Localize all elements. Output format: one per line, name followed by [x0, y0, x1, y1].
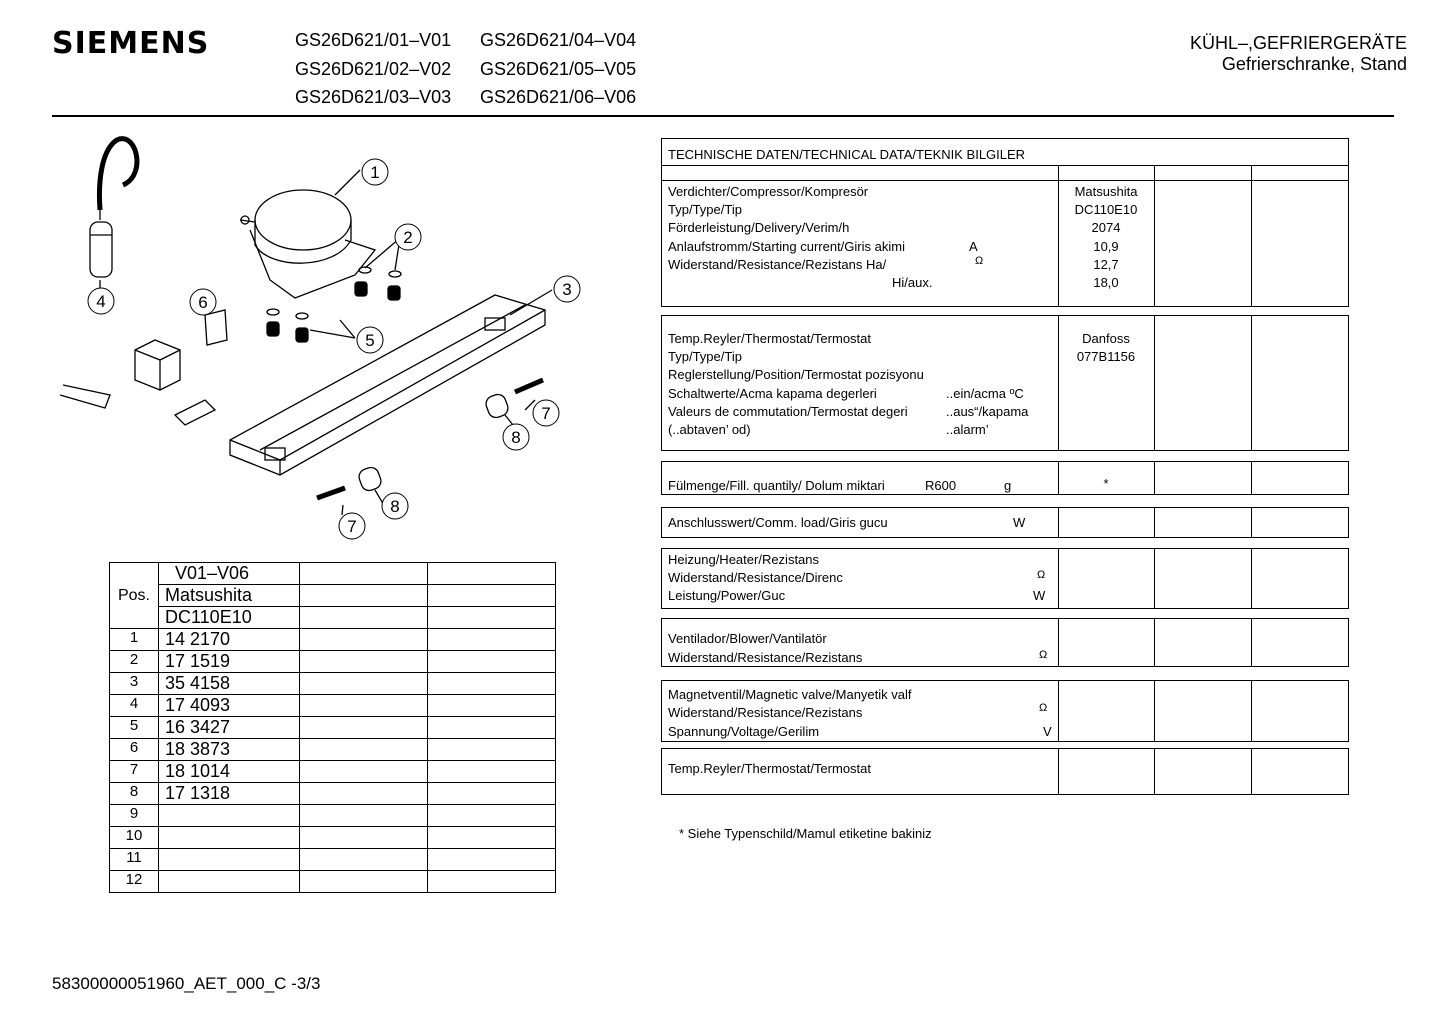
empty-cell	[428, 849, 556, 871]
part-number	[159, 871, 300, 893]
callout-label: 8	[390, 497, 400, 516]
type-header: DC110E10	[159, 607, 300, 629]
pos-cell: 2	[110, 651, 159, 673]
part-number: 18 3873	[159, 739, 300, 761]
spec-value: 18,0	[1093, 275, 1119, 290]
column-line	[1251, 165, 1252, 180]
empty-cell	[300, 673, 428, 695]
empty-cell	[428, 827, 556, 849]
table-row	[110, 827, 556, 849]
unit-label: ..alarm’	[946, 422, 989, 437]
empty-cell	[300, 849, 428, 871]
empty-cell	[428, 783, 556, 805]
part-number	[159, 849, 300, 871]
table-row	[110, 739, 556, 761]
callout-label: 7	[541, 404, 551, 423]
spec-label: Leistung/Power/Guc	[668, 588, 786, 603]
callout-label: 4	[96, 292, 106, 311]
valve-box	[661, 680, 1349, 742]
unit-label: g	[1004, 478, 1012, 493]
callout-2	[395, 224, 421, 250]
version-header: V01–V06	[159, 563, 300, 585]
column-line	[1251, 681, 1252, 741]
table-row	[110, 629, 556, 651]
part-number: 35 4158	[159, 673, 300, 695]
empty-cell	[300, 783, 428, 805]
empty-cell	[428, 805, 556, 827]
empty-cell	[300, 827, 428, 849]
column-line	[1154, 749, 1155, 794]
column-line	[1058, 681, 1059, 741]
empty-cell	[428, 717, 556, 739]
spec-value: Matsushita	[1074, 184, 1138, 199]
unit-label: ..aus“/kapama	[946, 404, 1029, 419]
table-row	[110, 783, 556, 805]
unit-label: Ω	[1039, 649, 1048, 661]
unit-label: V	[1043, 724, 1052, 739]
spec-label: Anschlusswert/Comm. load/Giris gucu	[668, 515, 888, 530]
pos-header: Pos.	[110, 563, 159, 629]
spec-label: Förderleistung/Delivery/Verim/h	[668, 220, 850, 235]
table-row	[110, 673, 556, 695]
empty-cell	[300, 739, 428, 761]
spec-value: Danfoss	[1082, 331, 1130, 346]
callout-1	[362, 159, 388, 185]
pos-cell: 9	[110, 805, 159, 827]
callout-6	[190, 289, 216, 315]
part-number	[159, 805, 300, 827]
empty-cell	[428, 629, 556, 651]
spec-label: Widerstand/Resistance/Direnc	[668, 570, 843, 585]
callout-label: 8	[511, 428, 521, 447]
part-number: 14 2170	[159, 629, 300, 651]
parts-table	[109, 562, 556, 893]
column-line	[1058, 619, 1059, 666]
maker-header: Matsushita	[159, 585, 300, 607]
model-number: GS26D621/01–V01	[295, 30, 452, 50]
subcategory-line: Gefrierschranke, Stand	[1221, 54, 1407, 74]
empty-cell	[300, 651, 428, 673]
category-title	[1190, 33, 1407, 75]
load-box	[661, 507, 1349, 538]
spec-label: Widerstand/Resistance/Rezistans	[668, 650, 863, 665]
empty-cell	[300, 695, 428, 717]
empty-cell	[428, 761, 556, 783]
empty-cell	[428, 607, 556, 629]
spec-label: Anlaufstromm/Starting current/Giris akimi	[668, 239, 905, 254]
empty-cell	[300, 761, 428, 783]
blower-box	[661, 618, 1349, 667]
empty-cell	[428, 871, 556, 893]
pos-cell: 8	[110, 783, 159, 805]
table-row	[110, 717, 556, 739]
part-number: 17 1318	[159, 783, 300, 805]
tech-title-box	[661, 138, 1349, 181]
pos-cell: 10	[110, 827, 159, 849]
model-number: GS26D621/05–V05	[480, 59, 637, 79]
callout-7	[533, 400, 559, 426]
heater-box	[661, 548, 1349, 609]
table-row	[110, 871, 556, 893]
callout-layer	[55, 130, 600, 545]
column-line	[1058, 549, 1059, 608]
callout-label: 7	[347, 517, 357, 536]
callout-label: 2	[403, 228, 413, 247]
document-id: 58300000051960_AET_000_C -3/3	[52, 974, 321, 993]
column-line	[1154, 508, 1155, 537]
column-line	[1058, 165, 1059, 180]
pos-cell: 6	[110, 739, 159, 761]
spec-value: 10,9	[1093, 239, 1119, 254]
spec-label: Spannung/Voltage/Gerilim	[668, 724, 820, 739]
spec-label: Magnetventil/Magnetic valve/Manyetik valf	[668, 687, 912, 702]
callout-4	[88, 288, 114, 314]
callout-label: 1	[370, 163, 380, 182]
spec-value: 077B1156	[1076, 349, 1136, 364]
column-line	[1154, 316, 1155, 450]
column-line	[1251, 749, 1252, 794]
column-line	[1154, 619, 1155, 666]
column-line	[1251, 549, 1252, 608]
column-line	[1154, 462, 1155, 494]
model-number: GS26D621/04–V04	[480, 30, 637, 50]
part-number: 17 1519	[159, 651, 300, 673]
spec-label: (..abtaven’ od)	[668, 422, 751, 437]
spec-value: 12,7	[1093, 257, 1119, 272]
column-line	[1251, 181, 1252, 306]
unit-label: W	[1033, 588, 1046, 603]
category-line: KÜHL–,GEFRIERGERÄTE	[1189, 33, 1407, 53]
column-line	[1251, 508, 1252, 537]
empty-cell	[428, 585, 556, 607]
empty-cell	[300, 563, 428, 585]
model-number: GS26D621/03–V03	[295, 87, 452, 107]
pos-cell: 7	[110, 761, 159, 783]
callout-8b	[382, 493, 408, 519]
spec-label: Typ/Type/Tip	[668, 202, 742, 217]
empty-cell	[428, 739, 556, 761]
empty-cell	[300, 805, 428, 827]
pos-cell: 12	[110, 871, 159, 893]
table-row	[110, 695, 556, 717]
thermostat2-box	[661, 748, 1349, 795]
empty-cell	[300, 607, 428, 629]
column-line	[1154, 549, 1155, 608]
spec-label: Schaltwerte/Acma kapama degerleri	[668, 386, 877, 401]
table-row	[110, 849, 556, 871]
table-row	[110, 805, 556, 827]
spec-label: Typ/Type/Tip	[668, 349, 742, 364]
unit-label: Ω	[1037, 569, 1046, 581]
callout-7b	[339, 513, 365, 539]
spec-label: Heizung/Heater/Rezistans	[668, 552, 820, 567]
spec-label: Verdichter/Compressor/Kompresör	[668, 184, 869, 199]
pos-cell: 4	[110, 695, 159, 717]
compressor-box	[661, 180, 1349, 307]
part-number: 18 1014	[159, 761, 300, 783]
model-number: GS26D621/02–V02	[295, 59, 452, 79]
callout-5	[357, 327, 383, 353]
pos-cell: 3	[110, 673, 159, 695]
column-line	[1058, 508, 1059, 537]
pos-cell: 1	[110, 629, 159, 651]
spec-label: Widerstand/Resistance/Rezistans Ha/	[668, 257, 887, 272]
model-number: GS26D621/06–V06	[480, 87, 637, 107]
unit-label: Ω	[975, 255, 984, 267]
pos-cell: 5	[110, 717, 159, 739]
fill-box	[661, 461, 1349, 495]
empty-cell	[300, 585, 428, 607]
spec-label: Reglerstellung/Position/Termostat pozisyonu	[668, 367, 924, 382]
unit-label: Ω	[1039, 702, 1048, 714]
empty-cell	[300, 629, 428, 651]
empty-cell	[428, 673, 556, 695]
column-line	[1058, 749, 1059, 794]
unit-label: A	[969, 239, 978, 254]
spec-label: Valeurs de commutation/Termostat degeri	[668, 404, 908, 419]
table-row	[110, 761, 556, 783]
spec-label: Temp.Reyler/Thermostat/Termostat	[668, 761, 872, 776]
thermostat-box	[661, 315, 1349, 451]
column-line	[1251, 462, 1252, 494]
column-line	[1154, 681, 1155, 741]
spec-value: 2074	[1091, 220, 1121, 235]
header-divider	[52, 115, 1394, 117]
footnote: * Siehe Typenschild/Mamul etiketine bakiniz	[679, 826, 932, 841]
part-number: 17 4093	[159, 695, 300, 717]
table-row	[110, 651, 556, 673]
callout-label: 5	[365, 331, 375, 350]
unit-label: W	[1013, 515, 1026, 530]
callout-label: 6	[198, 293, 208, 312]
spec-label: Ventilador/Blower/Vantilatör	[668, 631, 827, 646]
part-number	[159, 827, 300, 849]
gas-label: R600	[925, 478, 957, 493]
empty-cell	[428, 651, 556, 673]
empty-cell	[300, 871, 428, 893]
unit-label: ..ein/acma ºC	[946, 386, 1024, 401]
callout-8	[503, 424, 529, 450]
spec-label: Widerstand/Resistance/Rezistans	[668, 705, 863, 720]
empty-cell	[300, 717, 428, 739]
column-line	[1154, 181, 1155, 306]
empty-cell	[428, 695, 556, 717]
part-number: 16 3427	[159, 717, 300, 739]
spec-label: Hi/aux.	[892, 275, 933, 290]
empty-cell	[428, 563, 556, 585]
spec-value: *	[1103, 476, 1109, 491]
callout-3	[554, 276, 580, 302]
brand-logo: SIEMENS	[52, 26, 210, 61]
tech-title: TECHNISCHE DATEN/TECHNICAL DATA/TEKNIK BILGILER	[668, 147, 1026, 162]
pos-cell: 11	[110, 849, 159, 871]
spec-label: Temp.Reyler/Thermostat/Termostat	[668, 331, 872, 346]
column-line	[1251, 619, 1252, 666]
column-line	[1251, 316, 1252, 450]
spec-label: Fülmenge/Fill. quantily/ Dolum miktari	[668, 478, 885, 493]
divider	[662, 165, 1348, 166]
spec-value: DC110E10	[1074, 202, 1138, 217]
callout-label: 3	[562, 280, 572, 299]
column-line	[1154, 165, 1155, 180]
